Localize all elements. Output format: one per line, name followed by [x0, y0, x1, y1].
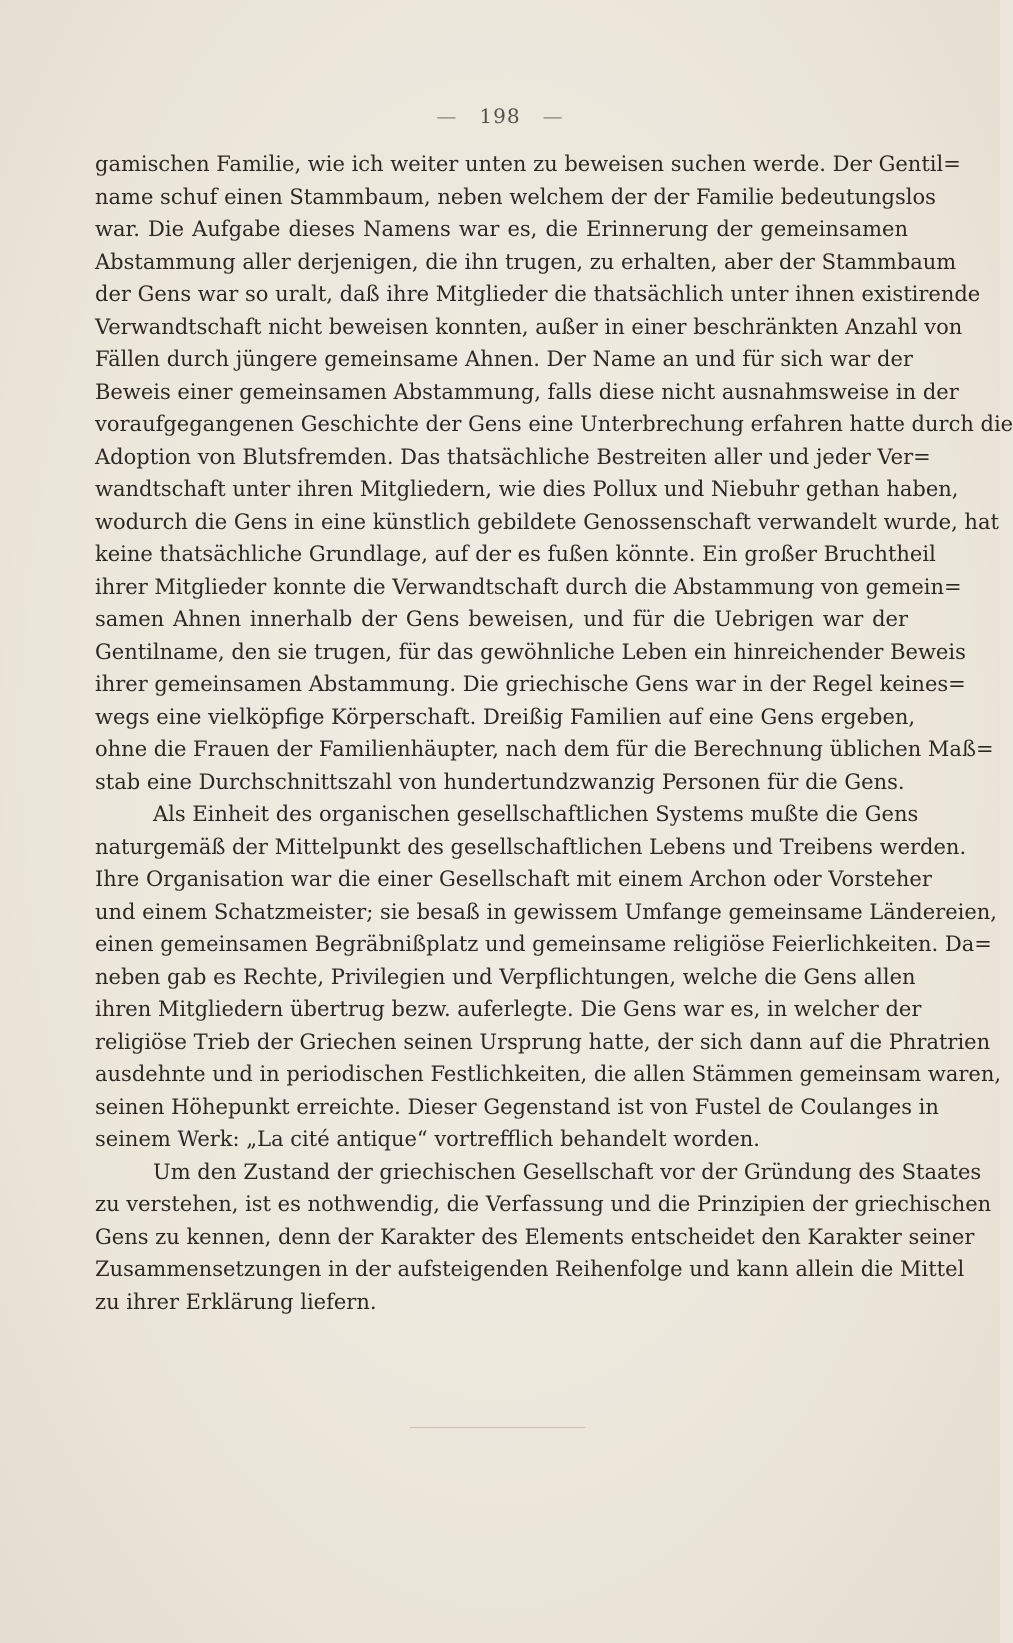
- text-line: wodurch die Gens in eine künstlich gebildete Genossenschaft verwandelt wurde, hat: [95, 509, 999, 534]
- text-line: Verwandtschaft nicht beweisen konnten, außer in einer beschränkten Anzahl von: [95, 314, 963, 339]
- text-line: war. Die Aufgabe dieses Namens war es, die Erinnerung der gemeinsamen: [95, 217, 908, 241]
- header-dash-right: —: [542, 104, 564, 128]
- text-line: voraufgegangenen Geschichte der Gens eine Unterbrechung erfahren hatte durch die: [95, 412, 1013, 436]
- text-line: Um den Zustand der griechischen Gesellschaft vor der Gründung des Staates: [153, 1159, 982, 1184]
- body-text: [95, 148, 1013, 1318]
- text-line: seinen Höhepunkt erreichte. Dieser Gegenstand ist von Fustel de Coulanges in: [95, 1094, 939, 1119]
- text-line: ihren Mitgliedern übertrug bezw. auferlegte. Die Gens war es, in welcher der: [95, 997, 922, 1021]
- text-line: name schuf einen Stammbaum, neben welchem der der Familie bedeutungslos: [95, 184, 936, 209]
- text-line: der Gens war so uralt, daß ihre Mitglieder die thatsächlich unter ihnen existirende: [95, 282, 981, 306]
- text-line: neben gab es Rechte, Privilegien und Verpflichtungen, welche die Gens allen: [95, 964, 916, 989]
- text-line: zu verstehen, ist es nothwendig, die Verfassung und die Prinzipien der griechischen: [95, 1192, 992, 1216]
- text-line: Zusammensetzungen in der aufsteigenden Reihenfolge und kann allein die Mittel: [95, 1257, 965, 1281]
- text-line: wandtschaft unter ihren Mitgliedern, wie dies Pollux und Niebuhr gethan haben,: [95, 477, 959, 501]
- text-line: ihrer Mitglieder konnte die Verwandtschaft durch die Abstammung von gemein=: [95, 574, 962, 599]
- text-line: Fällen durch jüngere gemeinsame Ahnen. Der Name an und für sich war der: [95, 347, 913, 371]
- text-line: zu ihrer Erklärung liefern.: [95, 1289, 377, 1314]
- text-line: samen Ahnen innerhalb der Gens beweisen, und für die Uebrigen war der: [95, 607, 908, 631]
- text-line: Adoption von Blutsfremden. Das thatsächliche Bestreiten aller und jeder Ver=: [95, 444, 931, 469]
- text-line: keine thatsächliche Grundlage, auf der es fußen könnte. Ein großer Bruchtheil: [95, 542, 936, 566]
- text-line: ausdehnte und in periodischen Festlichkeiten, die allen Stämmen gemeinsam waren,: [95, 1062, 1002, 1086]
- text-line: stab eine Durchschnittszahl von hundertundzwanzig Personen für die Gens.: [95, 769, 905, 794]
- text-line: ihrer gemeinsamen Abstammung. Die griechische Gens war in der Regel keines=: [95, 672, 966, 696]
- footer-rule: [410, 1427, 585, 1428]
- text-line: und einem Schatzmeister; sie besaß in gewissem Umfange gemeinsame Ländereien,: [95, 899, 997, 924]
- text-line: Gens zu kennen, denn der Karakter des Elements entscheidet den Karakter seiner: [95, 1224, 975, 1249]
- page-header: [0, 104, 1000, 128]
- page-number: 198: [479, 104, 521, 128]
- text-line: seinem Werk: „La cité antique“ vortrefflich behandelt worden.: [95, 1127, 760, 1151]
- text-line: ohne die Frauen der Familienhäupter, nach dem für die Berechnung üblichen Maß=: [95, 737, 994, 761]
- text-line: Abstammung aller derjenigen, die ihn trugen, zu erhalten, aber der Stammbaum: [95, 249, 957, 274]
- text-line: einen gemeinsamen Begräbnißplatz und gemeinsame religiöse Feierlichkeiten. Da=: [95, 932, 992, 956]
- text-line: naturgemäß der Mittelpunkt des gesellschaftlichen Lebens und Treibens werden.: [95, 834, 967, 859]
- text-line: Gentilname, den sie trugen, für das gewöhnliche Leben ein hinreichender Beweis: [95, 639, 966, 664]
- text-line: wegs eine vielköpfige Körperschaft. Dreißig Familien auf eine Gens ergeben,: [95, 704, 916, 729]
- text-line: Beweis einer gemeinsamen Abstammung, falls diese nicht ausnahmsweise in der: [95, 379, 959, 404]
- text-line: Als Einheit des organischen gesellschaftlichen Systems mußte die Gens: [153, 802, 919, 826]
- header-dash-left: —: [436, 104, 458, 128]
- text-line: gamischen Familie, wie ich weiter unten zu beweisen suchen werde. Der Gentil=: [95, 152, 961, 176]
- text-line: religiöse Trieb der Griechen seinen Ursprung hatte, der sich dann auf die Phratrien: [95, 1029, 991, 1054]
- text-line: Ihre Organisation war die einer Gesellschaft mit einem Archon oder Vorsteher: [95, 867, 932, 891]
